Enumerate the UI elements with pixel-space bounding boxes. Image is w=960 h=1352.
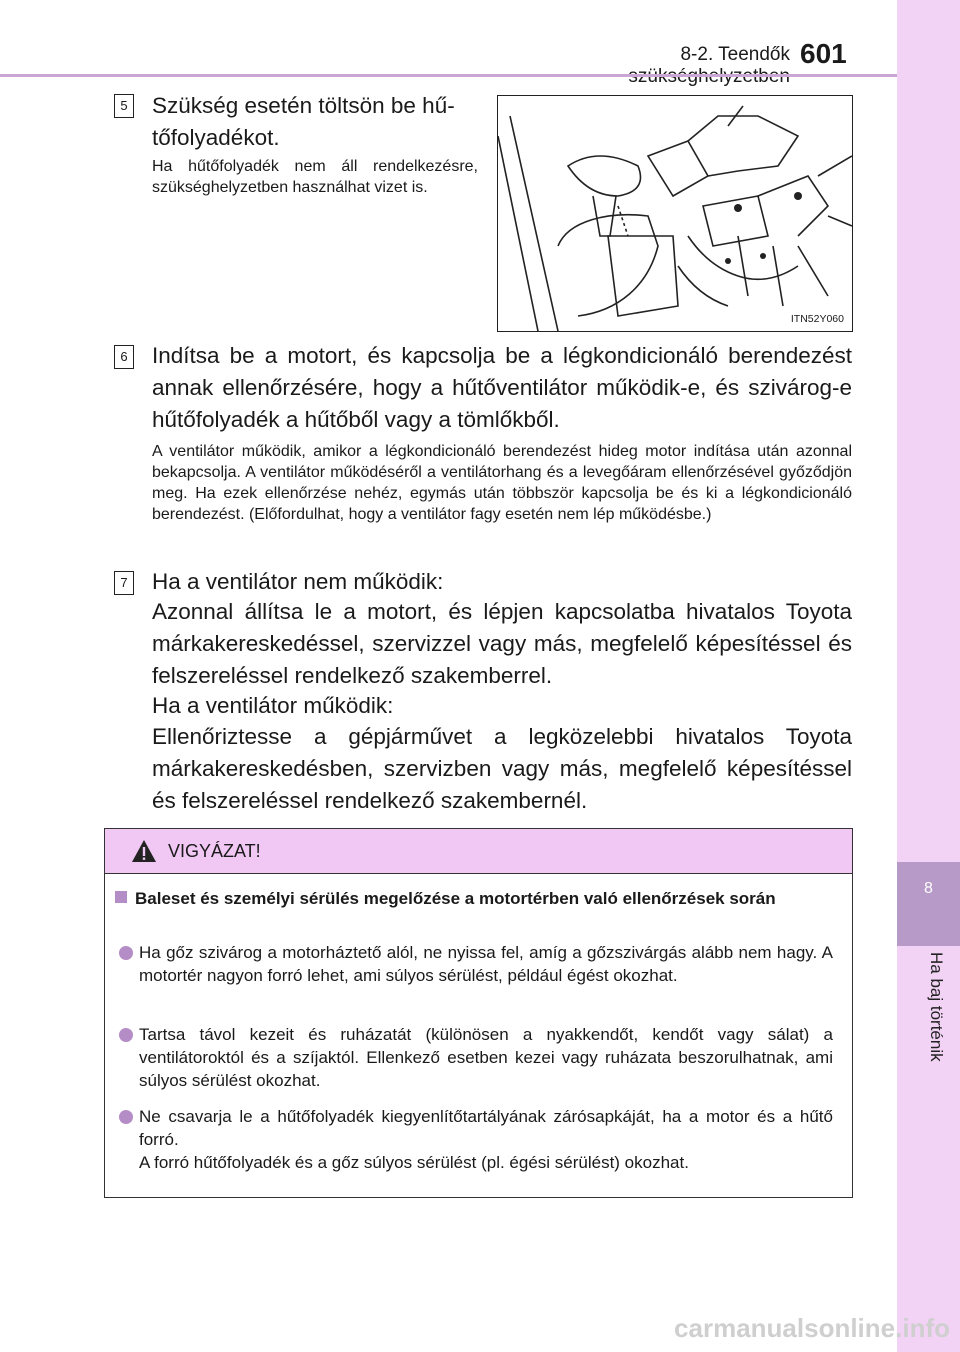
caution-item: [115, 1023, 833, 1092]
caution-heading: [115, 887, 825, 911]
caution-box: [104, 828, 853, 1198]
step-number-7: 7: [114, 571, 134, 595]
step-6-text: Indítsa be a motort, és kapcsolja be a légkondicionáló berendezést annak ellenőrzésére, hogy a hűtőventilátor működik-e, és szivárog-e hűtőfolyadék a hűtőből vagy a tömlőkből.: [152, 343, 852, 432]
coolant-fill-illustration: [497, 95, 853, 332]
header-divider: [0, 74, 897, 77]
watermark: carmanualsonline.info: [674, 1313, 950, 1343]
square-bullet-icon: [115, 891, 127, 903]
step-7-case1-text: Azonnal állítsa le a motort, és lépjen kapcsolatba hivatalos Toyota márkakereskedéssel, szervizzel vagy más, megfelelő képesítéssel és felszereléssel rendelkező szakemberrel.: [152, 599, 852, 688]
step-7-case1-title: Ha a ventilátor nem működik:: [152, 569, 444, 594]
engine-bay-drawing: [498, 96, 852, 331]
bullet-icon: [119, 946, 133, 960]
illustration-code: ITN52Y060: [790, 313, 844, 325]
warning-triangle-icon: [131, 839, 157, 863]
step-7-case2-text: Ellenőriztesse a gépjárművet a legközelebbi hivatalos Toyota márkakereskedésben, szervizben vagy más, megfelelő képesítéssel és felszereléssel rendelkező szakembernél.: [152, 724, 852, 813]
step-number-5: 5: [114, 94, 134, 118]
bullet-icon: [119, 1110, 133, 1124]
section-title: 8-2. Teendők: [680, 44, 790, 65]
step-6-note: A ventilátor működik, amikor a légkondicionáló berendezést hideg motor indítása után azonnal bekapcsolja. A ventilátor működéséről a ventilátorhang és a levegőáram ellenőrzésével győződjön meg. Ha ezek ellenőrzése nehéz, egymás után többször kapcsolja be és ki a légkondicionáló berendezést. (Előfordulhat, hogy a ventilátor fagy esetén nem lép működésbe.): [152, 443, 852, 523]
caution-heading-text: Baleset és személyi sérülés megelőzése a motortérben való ellenőrzések során: [135, 889, 776, 908]
chapter-number-tab: [897, 862, 960, 946]
caution-item-text: Tartsa távol kezeit és ruházatát (különösen a nyakkendőt, kendőt vagy sálat) a ventilátoroktól és a szíjaktól. Ellenkező esetben kezei vagy ruházata beszorulhatnak, ami súlyos sérülést okozhat.: [139, 1025, 833, 1090]
caution-item-text-continued: A forró hűtőfolyadék és a gőz súlyos sérülést (pl. égési sérülést) okozhat.: [139, 1153, 689, 1172]
caution-title: VIGYÁZAT!: [168, 841, 261, 861]
step-7-case2-title: Ha a ventilátor működik:: [152, 693, 394, 718]
caution-item: [115, 1105, 833, 1174]
step-5-text: [152, 90, 478, 154]
caution-header: [105, 829, 852, 874]
caution-item-text: Ne csavarja le a hűtőfolyadék kiegyenlítőtartályának zárósapkáját, ha a motor és a hűtő forró.: [139, 1107, 833, 1149]
step-5-note: Ha hűtőfolyadék nem áll rendelkezésre, szükséghelyzetben használhat vizet is.: [152, 158, 478, 196]
chapter-number: 8: [924, 880, 933, 897]
step-5-text-line2: tőfolyadékot.: [152, 125, 280, 150]
chapter-title: Ha baj történik: [927, 952, 946, 1062]
chapter-side-tab: [897, 0, 960, 1352]
step-number-6: 6: [114, 345, 134, 369]
page-number: 601: [800, 38, 847, 69]
caution-item-text: Ha gőz szivárog a motorháztető alól, ne nyissa fel, amíg a gőzszivárgás alább nem hagy. A motortér nagyon forró lehet, ami súlyos sérülést, például égést okozhat.: [139, 943, 833, 985]
step-5-text-line1: Szükség esetén töltsön be hű-: [152, 93, 455, 118]
caution-item: [115, 941, 833, 987]
bullet-icon: [119, 1028, 133, 1042]
